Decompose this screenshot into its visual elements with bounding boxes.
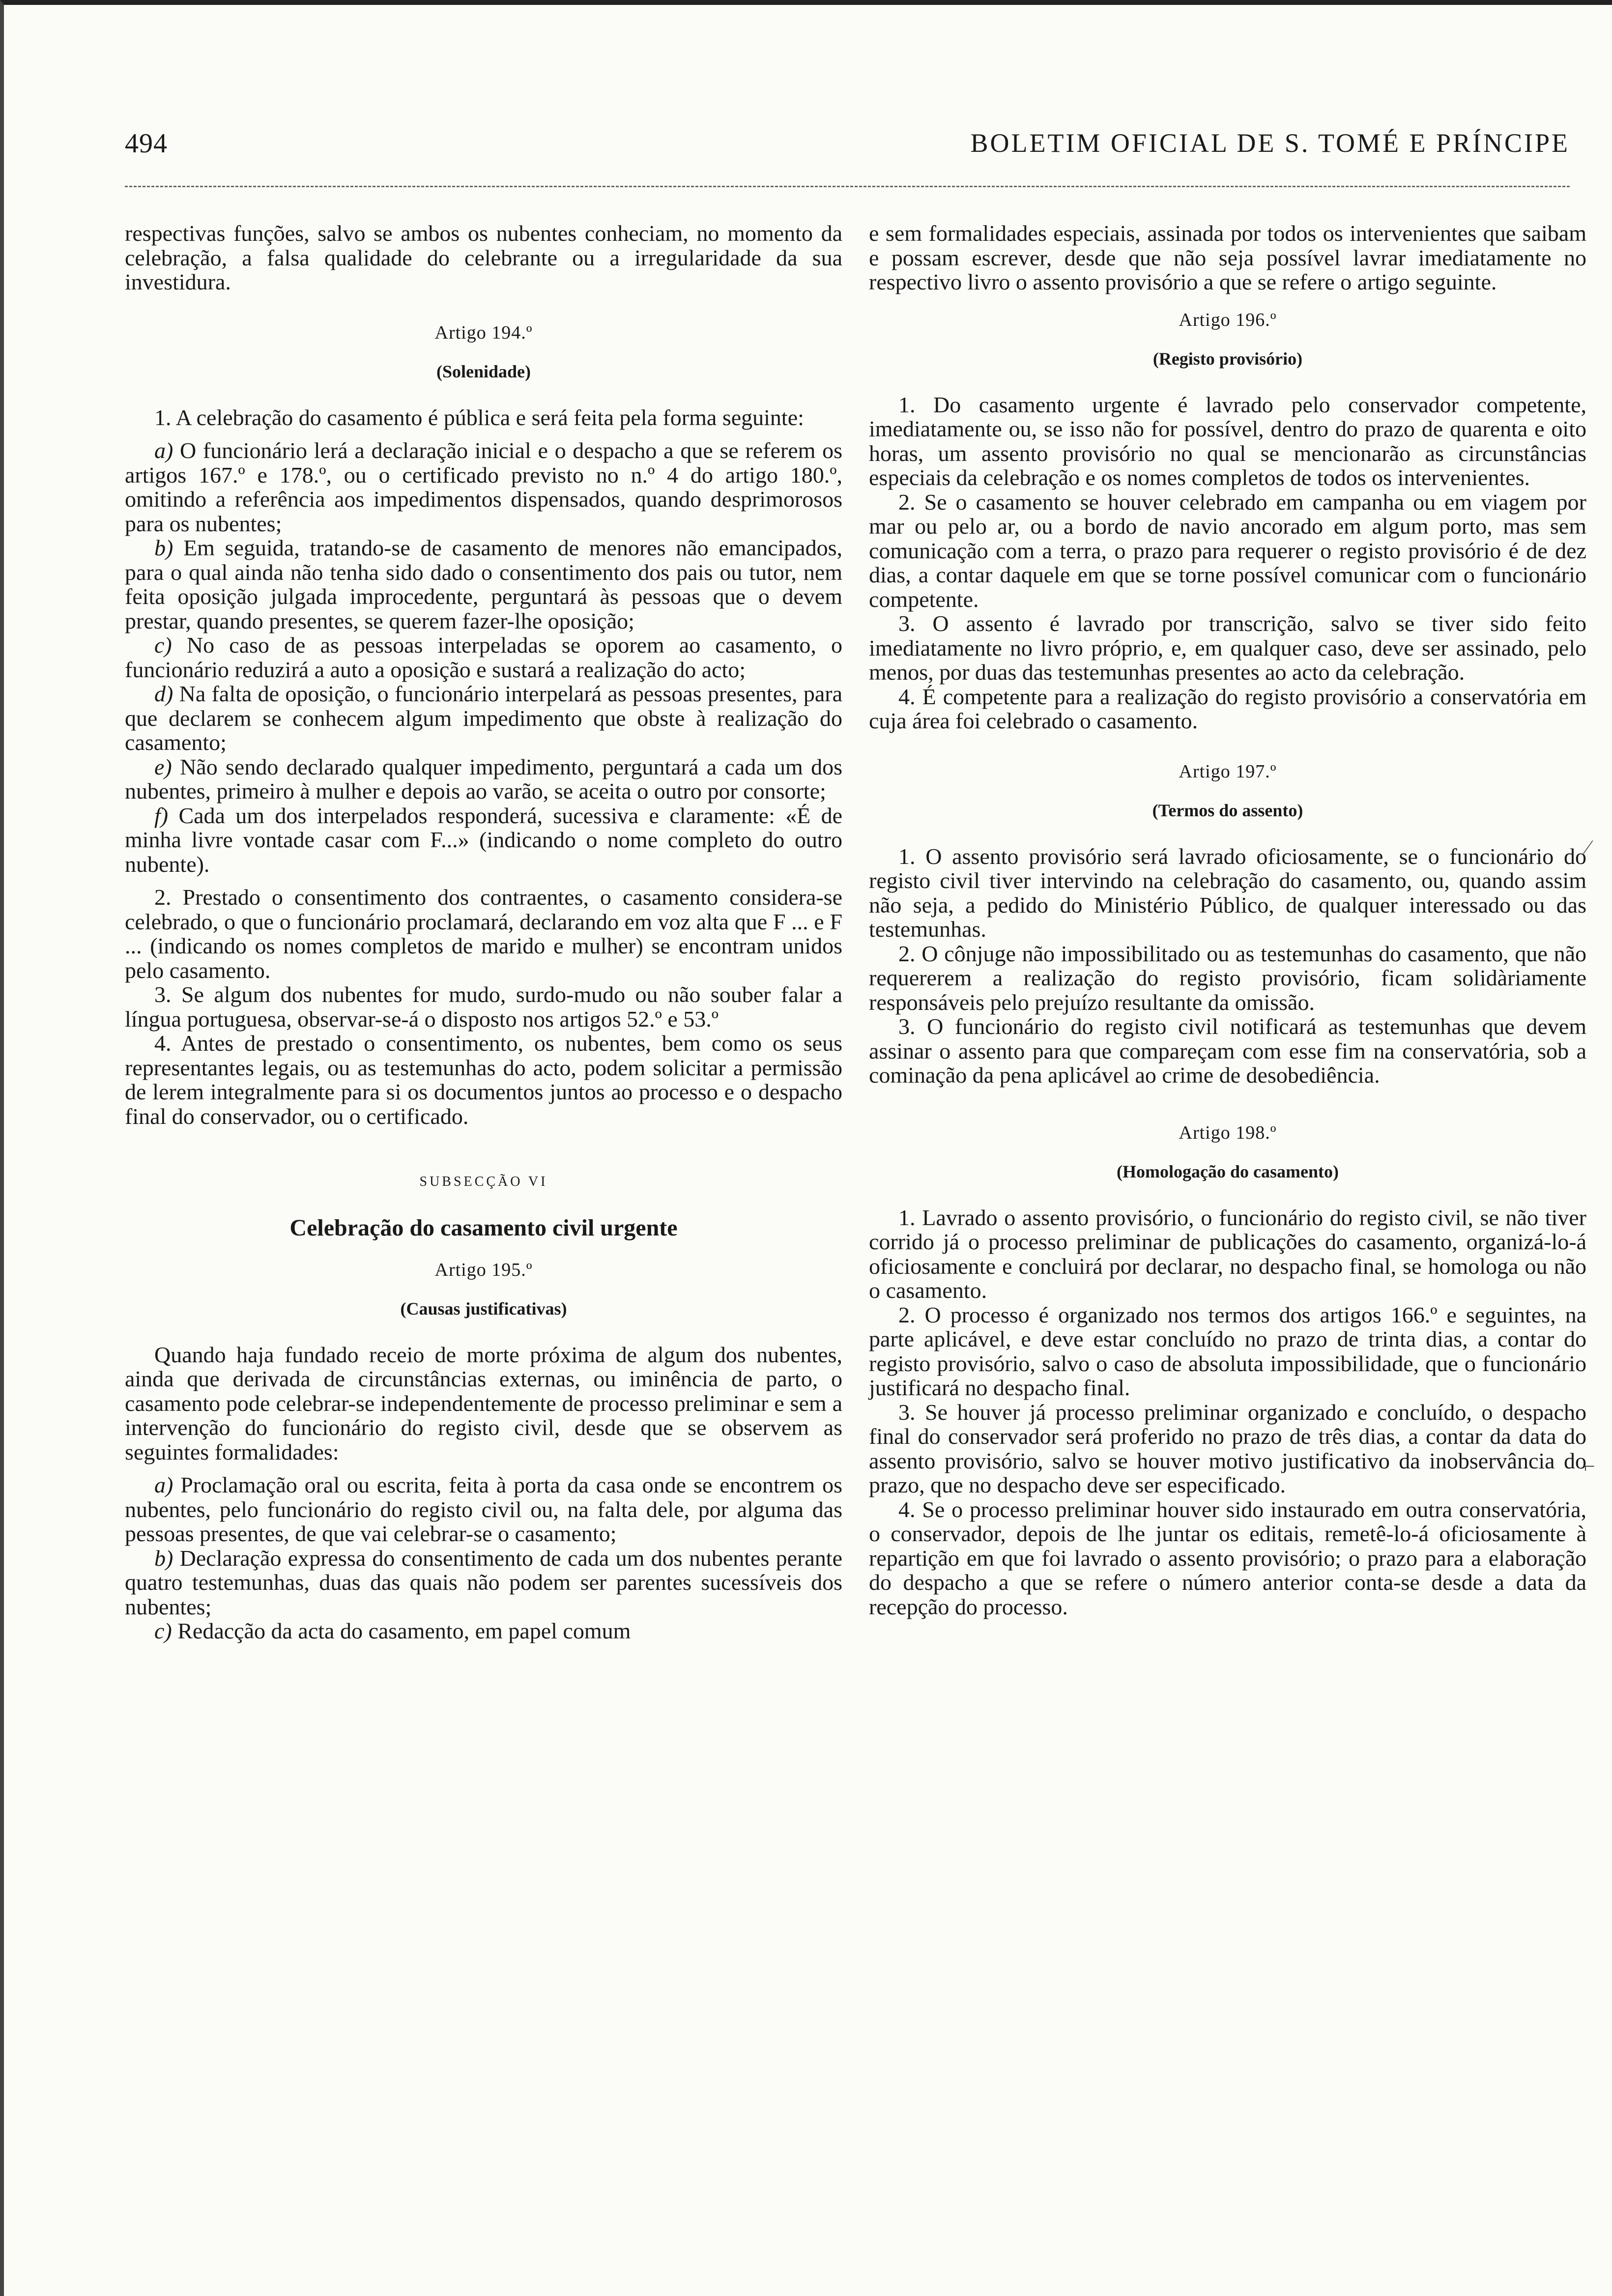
item-label: c) xyxy=(154,1618,172,1643)
page-number: 494 xyxy=(125,128,168,159)
item-text: Proclamação oral ou escrita, feita à porta da casa onde se encontrem os nubentes, pelo funcionário do registo civil ou, na falta dele, por alguma das pessoas presentes, de que vai celebrar-se o casamento; xyxy=(125,1472,843,1546)
article-197-subtitle: (Termos do assento) xyxy=(1152,800,1303,820)
article-198-p3: 3. Se houver já processo preliminar organizado e concluído, o despacho final do conservador será proferido no prazo de três dias, a contar da data do assento provisório, salvo se houver motivo justificativo da inobservância do prazo, que no despacho deve ser especificado. xyxy=(869,1399,1586,1497)
item-label: a) xyxy=(154,1472,173,1497)
item-label: d) xyxy=(154,681,173,706)
item-text: Em seguida, tratando-se de casamento de menores não emancipados, para o qual ainda não tenha sido dado o consentimento dos pais ou tutor, nem feita oposição julgada improcedente, perguntará às pessoas que o devem prestar, quando presentes, se querem fazer-lhe oposição; xyxy=(125,535,842,633)
article-197-title: Artigo 197.º xyxy=(1179,761,1277,782)
article-194-item-e xyxy=(125,755,842,804)
article-196-p2: 2. Se o casamento se houver celebrado em campanha ou em viagem por mar ou pelo ar, ou a bordo de navio ancorado em algum porto, mas sem comunicação com a terra, o prazo para requerer o registo provisório é de dez dias, a contar daquele em que se torne possível comunicar com o funcionário competente. xyxy=(869,489,1586,612)
article-194-item-c xyxy=(125,633,842,682)
right-column xyxy=(869,221,1586,1619)
article-195-subtitle: (Causas justificativas) xyxy=(400,1298,567,1319)
article-194-item-a xyxy=(125,438,842,536)
article-194-item-d xyxy=(125,682,842,755)
article-197-p3: 3. O funcionário do registo civil notificará as testemunhas que devem assinar o assento para que compareçam com esse fim na conservatória, sob a cominação da pena aplicável ao crime de desobediência. xyxy=(869,1014,1586,1088)
page-header xyxy=(125,128,1570,167)
article-197-p2: 2. O cônjuge não impossibilitado ou as testemunhas do casamento, que não requererem a realização do registo provisório, ficam solidàriamente responsáveis pelo prejuízo resultante da omissão. xyxy=(869,941,1586,1015)
article-196-p1: 1. Do casamento urgente é lavrado pelo conservador competente, imediatamente ou, se isso não for possível, dentro do prazo de quarenta e oito horas, um assento provisório no qual se mencionarão as circunstâncias especiais da celebração e os nomes completos de todos os intervenientes. xyxy=(869,392,1586,490)
left-column xyxy=(125,221,842,1643)
article-195-title: Artigo 195.º xyxy=(434,1259,533,1280)
article-198-subtitle: (Homologação do casamento) xyxy=(1117,1161,1339,1181)
item-text: O funcionário lerá a declaração inicial e o despacho a que se referem os artigos 167.º e 178.º, ou o certificado previsto no n.º 4 do artigo 180.º, omitindo a referência aos impedimentos dispensados, quando desprimorosos para os nubentes; xyxy=(125,438,843,536)
article-198-p2: 2. O processo é organizado nos termos dos artigos 166.º e seguintes, na parte aplicável, e deve estar concluído no prazo de trinta dias, a contar do registo provisório, salvo o caso de absoluta impossibilidade, que o funcionário justificará no despacho final. xyxy=(869,1302,1586,1400)
article-198-p1: 1. Lavrado o assento provisório, o funcionário do registo civil, se não tiver corrido já o processo preliminar de publicações do casamento, organizá-lo-á oficiosamente e concluirá por declarar, no despacho final, se homologa ou não o casamento. xyxy=(869,1205,1586,1303)
section-heading: Celebração do casamento civil urgente xyxy=(289,1214,678,1241)
article-198-title: Artigo 198.º xyxy=(1179,1122,1277,1143)
article-194-p2: 2. Prestado o consentimento dos contraentes, o casamento considera-se celebrado, o que o funcionário proclamará, declarando em voz alta que F ... e F ... (indicando os nomes completos de marido e mulher) se encontram unidos pelo casamento. xyxy=(125,885,842,983)
item-label: b) xyxy=(154,535,173,560)
article-194-p1: 1. A celebração do casamento é pública e será feita pela forma seguinte: xyxy=(154,404,804,430)
journal-title: BOLETIM OFICIAL DE S. TOMÉ E PRÍNCIPE xyxy=(970,128,1570,158)
article-195-item-a xyxy=(125,1473,842,1546)
subsection-label: SUBSECÇÃO VI xyxy=(419,1174,548,1189)
article-196-p3: 3. O assento é lavrado por transcrição, salvo se tiver sido feito imediatamente no livro próprio, e, em qualquer caso, deve ser assinado, pelo menos, por duas das testemunhas presentes ao acto da celebração. xyxy=(869,611,1586,685)
article-196-title: Artigo 196.º xyxy=(1179,309,1277,330)
intro-paragraph: respectivas funções, salvo se ambos os nubentes conheciam, no momento da celebração, a falsa qualidade do celebrante ou a irregularidade da sua investidura. xyxy=(125,221,842,294)
article-197-p1: 1. O assento provisório será lavrado oficiosamente, se o funcionário do registo civil tiver intervindo na celebração do casamento, ou, quando assim não seja, a pedido do Ministério Público, de qualquer interessado ou das testemunhas. xyxy=(869,843,1586,942)
margin-tick-mark: ⁄ xyxy=(1586,836,1590,858)
item-label: a) xyxy=(154,438,173,463)
article-194-subtitle: (Solenidade) xyxy=(436,361,531,381)
item-text: Declaração expressa do consentimento de cada um dos nubentes perante quatro testemunhas, duas das quais não podem ser parentes sucessíveis dos nubentes; xyxy=(125,1545,843,1619)
margin-tick-mark: ⌐ xyxy=(1584,1455,1595,1477)
item-text: Não sendo declarado qualquer impedimento, perguntará a cada um dos nubentes, primeiro à mulher e depois ao varão, se aceita o outro por consorte; xyxy=(125,754,843,804)
article-194-p3: 3. Se algum dos nubentes for mudo, surdo-mudo ou não souber falar a língua portuguesa, observar-se-á o disposto nos artigos 52.º e 53.º xyxy=(125,982,842,1032)
article-195-item-b xyxy=(125,1546,842,1619)
article-195-item-c xyxy=(125,1619,842,1643)
article-198-p4: 4. Se o processo preliminar houver sido instaurado em outra conservatória, o conservador, depois de lhe juntar os editais, remetê-lo-á oficiosamente à repartição em que foi lavrado o assento provisório; o prazo para a elaboração do despacho a que se refere o número anterior conta-se desde a data da recepção do processo. xyxy=(869,1496,1586,1619)
item-label: f) xyxy=(154,803,169,828)
item-text: Na falta de oposição, o funcionário interpelará as pessoas presentes, para que declarem se conhecem algum impedimento que obste à realização do casamento; xyxy=(125,681,843,755)
item-text: No caso de as pessoas interpeladas se oporem ao casamento, o funcionário reduzirá a auto a oposição e sustará a realização do acto; xyxy=(125,632,843,682)
article-196-p4: 4. É competente para a realização do registo provisório a conservatória em cuja área foi celebrado o casamento. xyxy=(869,684,1586,733)
article-194-p4: 4. Antes de prestado o consentimento, os nubentes, bem como os seus representantes legais, ou as testemunhas do acto, podem solicitar a permissão de lerem integralmente para si os documentos juntos ao processo e o despacho final do conservador, ou o certificado. xyxy=(125,1031,842,1129)
article-195-p1: Quando haja fundado receio de morte próxima de algum dos nubentes, ainda que derivada de circunstâncias externas, ou iminência de parto, o casamento pode celebrar-se independentemente de processo preliminar e sem a intervenção do funcionário do registo civil, desde que se observem as seguintes formalidades: xyxy=(125,1342,842,1464)
item-text: Cada um dos interpelados responderá, sucessiva e claramente: «É de minha livre vontade casar com F...» (indicando o nome completo do outro nubente). xyxy=(125,803,842,877)
article-194-item-b xyxy=(125,536,842,633)
continued-paragraph: e sem formalidades especiais, assinada por todos os intervenientes que saibam e possam escrever, desde que não seja possível lavrar imediatamente no respectivo livro o assento provisório a que se refere o artigo seguinte. xyxy=(869,221,1586,294)
header-rule xyxy=(125,186,1570,187)
article-196-subtitle: (Registo provisório) xyxy=(1152,348,1303,369)
article-194-item-f xyxy=(125,804,842,877)
item-label: e) xyxy=(154,754,172,779)
item-label: c) xyxy=(154,632,172,658)
item-text: Redacção da acta do casamento, em papel comum xyxy=(177,1618,631,1643)
item-label: b) xyxy=(154,1545,173,1571)
article-194-title: Artigo 194.º xyxy=(434,322,533,343)
